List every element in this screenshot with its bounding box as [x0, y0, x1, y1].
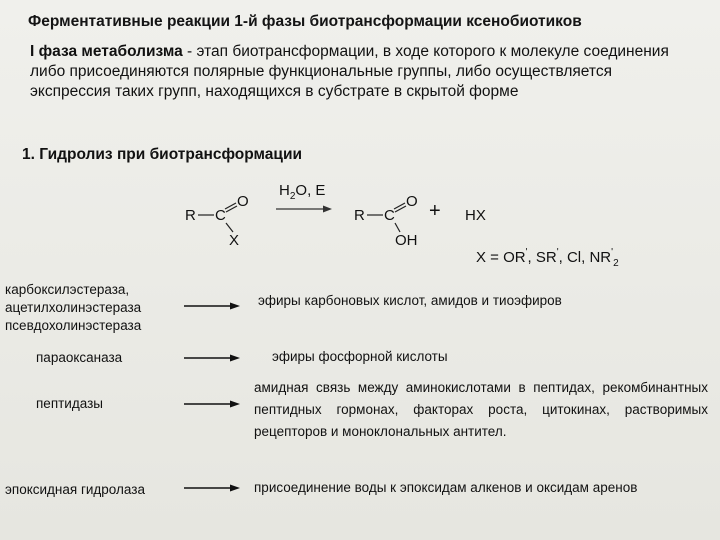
enzyme-arrow [184, 482, 240, 494]
enzyme-name-line: псевдохолинэстераза [5, 318, 142, 333]
plus-sign: + [429, 200, 441, 222]
definition-text: - этап биотрансформации, в ходе которого к молекуле соединения либо присоединяются полярные функциональные группы, либо осуществляется экспрессия таких групп, находящихся в субстрате в скрытой форме [30, 43, 669, 100]
section-heading: 1. Гидролиз при биотрансформации [22, 146, 303, 163]
product-oh-label: OH [395, 232, 418, 249]
product-o-label: O [406, 193, 418, 210]
enzyme-name-line: ацетилхолинэстераза [5, 300, 142, 315]
enzyme-paraoxonase: параоксаназа [36, 350, 123, 365]
reaction-conditions: $H_2O$, E [279, 182, 326, 202]
byproduct-label: HX [465, 207, 486, 224]
definition-paragraph [30, 42, 694, 102]
substrate-esters: эфиры карбоновых кислот, амидов и тиоэфиров [258, 293, 562, 308]
enzyme-arrow [184, 398, 240, 410]
enzyme-arrow [184, 300, 240, 312]
reactant-r-label: R [185, 207, 196, 224]
product-structure [354, 193, 418, 249]
reactant-cx-bond [226, 223, 233, 232]
enzyme-esterases [5, 281, 141, 335]
product-r-label: R [354, 207, 365, 224]
substrate-phosphate-esters: эфиры фосфорной кислоты [272, 349, 448, 364]
reactant-structure [185, 193, 249, 249]
reactant-x-label: X [229, 232, 240, 249]
enzyme-peptidases: пептидазы [36, 396, 103, 411]
slide-title: Ферментативные реакции 1-й фазы биотрансформации ксенобиотиков [28, 13, 582, 30]
substrate-peptide-bonds: амидная связь между аминокислотами в пептидах, рекомбинантных пептидных гормонах, факторах роста, цитокинах, растворимых рецепторов и моноклональных антител. [254, 380, 708, 439]
enzyme-arrow [184, 352, 240, 364]
x-definition: X = OR', SR', Cl, $NR'_2$ [476, 247, 619, 269]
reactant-c-label: C [215, 207, 226, 224]
reactant-o-label: O [237, 193, 249, 210]
substrate-epoxides: присоединение воды к эпоксидам алкенов и оксидам аренов [254, 480, 638, 495]
definition-term: I фаза метаболизма [30, 43, 183, 60]
enzyme-epoxide-hydrolase: эпоксидная гидролаза [5, 482, 145, 497]
product-coh-bond [395, 223, 400, 232]
enzyme-name-line: карбоксилэстераза, [5, 282, 130, 297]
hydrolysis-reaction-scheme [0, 170, 720, 278]
reaction-arrow [276, 182, 332, 213]
product-c-label: C [384, 207, 395, 224]
